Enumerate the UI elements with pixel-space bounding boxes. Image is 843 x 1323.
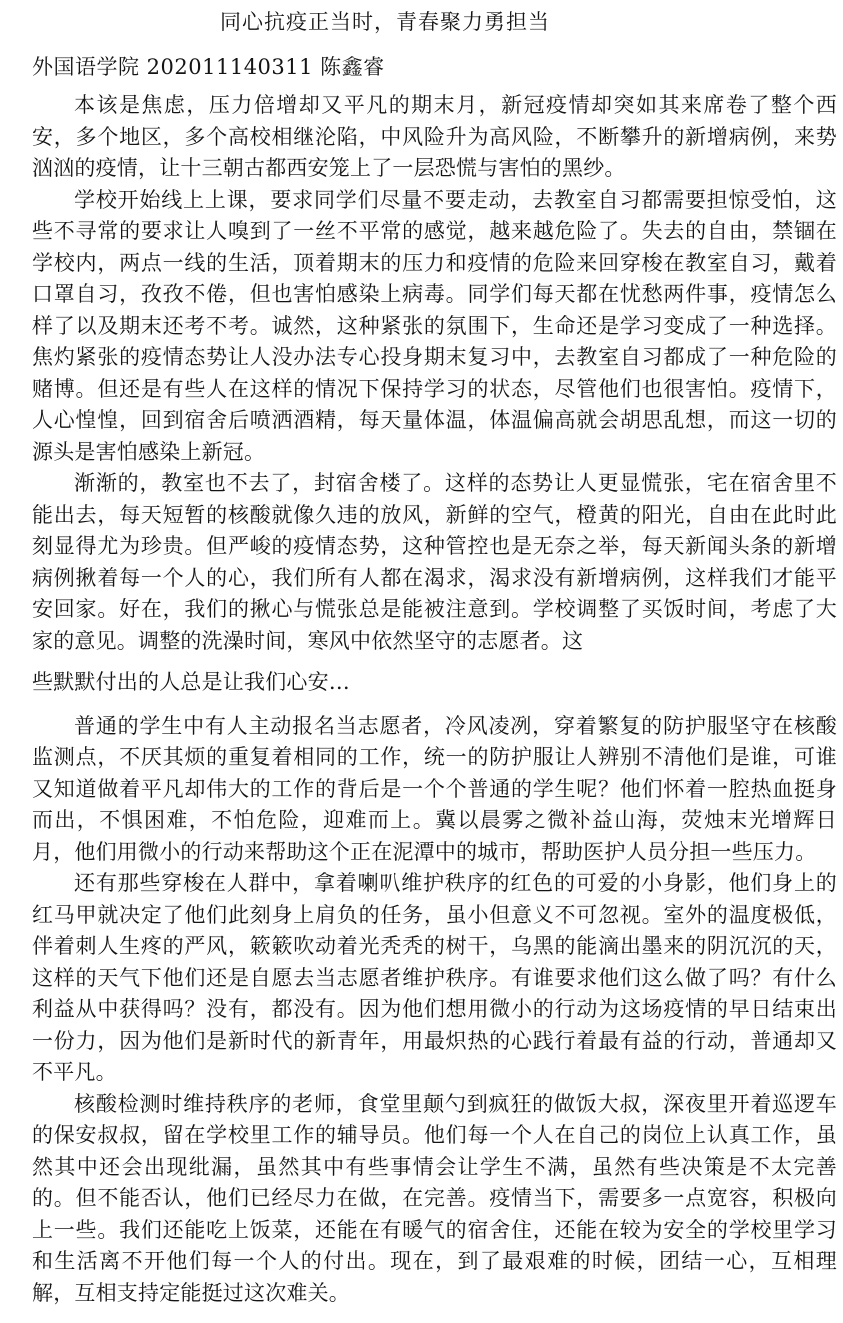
paragraph-2: 学校开始线上上课，要求同学们尽量不要走动，去教室自习都需要担惊受怕，这些不寻常的要求让人嗅到了一丝不平常的感觉，越来越危险了。失去的自由，禁锢在学校内，两点一线的生活，顶着期末的压力和疫情的危险来回穿梭在教室自习，戴着口罩自习，孜孜不倦，但也害怕感染上病毒。同学们每天都在忧愁两件事，疫情怎么样了以及期末还考不考。诚然，这种紧张的氛围下，生命还是学习变成了一种选择。焦灼紧张的疫情态势让人没办法专心投身期末复习中，去教室自习都成了一种危险的赌博。但还是有些人在这样的情况下保持学习的状态，尽管他们也很害怕。疫情下，人心惶惶，回到宿舍后喷洒酒精，每天量体温，体温偏高就会胡思乱想，而这一切的源头是害怕感染上新冠。 — [32, 187, 837, 464]
paragraph-1: 本该是焦虑，压力倍增却又平凡的期末月，新冠疫情却突如其来席卷了整个西安，多个地区，多个高校相继沦陷，中风险升为高风险，不断攀升的新增病例，来势汹汹的疫情，让十三朝古都西安笼上了一层恐慌与害怕的黑纱。 — [32, 93, 837, 180]
paragraph-3-continuation: 些默默付出的人总是让我们心安… — [32, 670, 350, 694]
essay-title: 同心抗疫正当时，青春聚力勇担当 — [220, 10, 550, 34]
paragraph-4: 普通的学生中有人主动报名当志愿者，冷风凌冽，穿着繁复的防护服坚守在核酸监测点，不厌其烦的重复着相同的工作，统一的防护服让人辨别不清他们是谁，可谁又知道做着平凡却伟大的工作的背后是一个个普通的学生呢？他们怀着一腔热血挺身而出，不惧困难，不怕危险，迎难而上。冀以晨雾之微补益山海，荧烛末光增辉日月，他们用微小的行动来帮助这个正在泥潭中的城市，帮助医护人员分担一些压力。 — [32, 713, 837, 864]
paragraph-3: 渐渐的，教室也不去了，封宿舍楼了。这样的态势让人更显慌张，宅在宿舍里不能出去，每天短暂的核酸就像久违的放风，新鲜的空气，橙黄的阳光，自由在此时此刻显得尤为珍贵。但严峻的疫情态势，这种管控也是无奈之举，每天新闻头条的新增病例揪着每一个人的心，我们所有人都在渴求，渴求没有新增病例，这样我们才能平安回家。好在，我们的揪心与慌张总是能被注意到。学校调整了买饭时间，考虑了大家的意见。调整的洗澡时间，寒风中依然坚守的志愿者。这 — [32, 471, 837, 653]
paragraph-6: 核酸检测时维持秩序的老师，食堂里颠勺到疯狂的做饭大叔，深夜里开着巡逻车的保安叔叔，留在学校里工作的辅导员。他们每一个人在自己的岗位上认真工作，虽然其中还会出现纰漏，虽然其中有些事情会让学生不满，虽然有些决策是不太完善的。但不能否认，他们已经尽力在做，在完善。疫情当下，需要多一点宽容，积极向上一些。我们还能吃上饭菜，还能在有暖气的宿舍住，还能在较为安全的学校里学习和生活离不开他们每一个人的付出。现在，到了最艰难的时候，团结一心，互相理解，互相支持定能挺过这次难关。 — [32, 1091, 837, 1305]
paragraph-5: 还有那些穿梭在人群中，拿着喇叭维护秩序的红色的可爱的小身影，他们身上的红马甲就决定了他们此刻身上肩负的任务，虽小但意义不可忽视。室外的温度极低，伴着刺人生疼的严风，簌簌吹动着光秃秃的树干，乌黑的能滴出墨来的阴沉沉的天，这样的天气下他们还是自愿去当志愿者维护秩序。有谁要求他们这么做了吗？有什么利益从中获得吗？没有，都没有。因为他们想用微小的行动为这场疫情的早日结束出一份力，因为他们是新时代的新青年，用最炽热的心践行着最有益的行动，普通却又不平凡。 — [32, 871, 837, 1084]
author-byline: 外国语学院 202011140311 陈鑫睿 — [32, 55, 385, 79]
